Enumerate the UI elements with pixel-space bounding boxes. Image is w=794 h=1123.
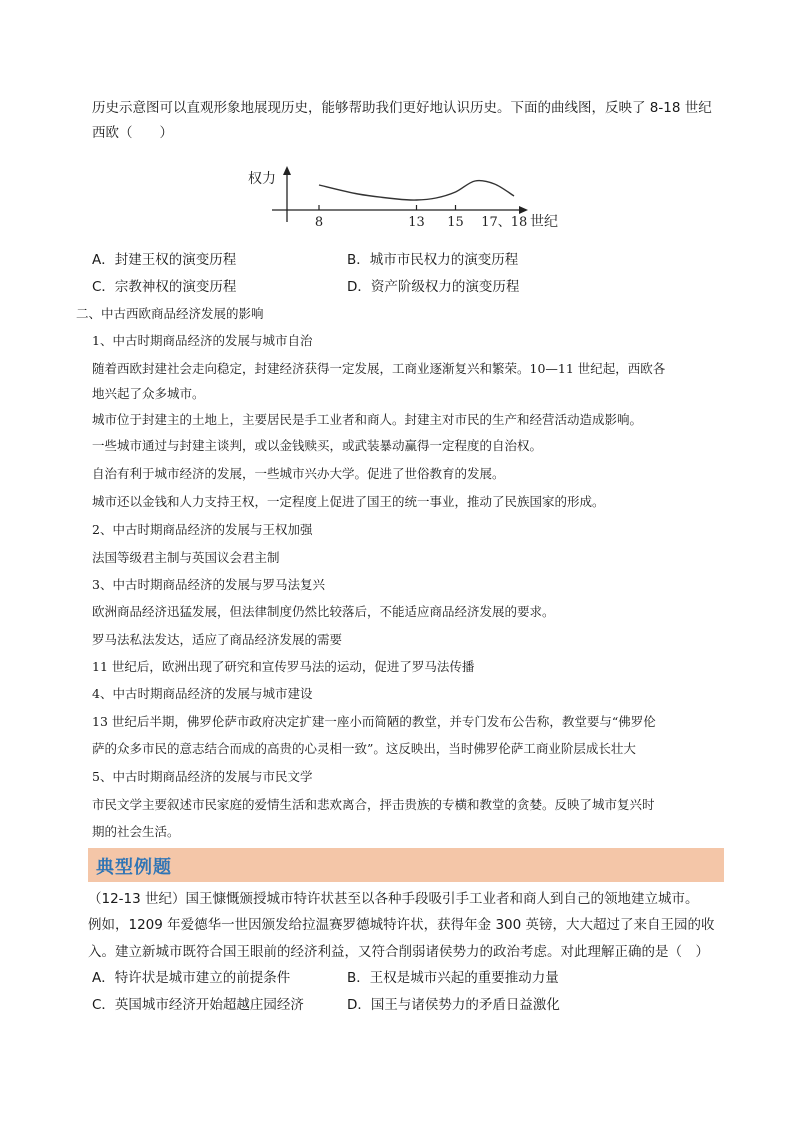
power-curve xyxy=(319,181,514,201)
section2-line: 随着西欧封建社会走向稳定，封建经济获得一定发展，工商业逐渐复兴和繁荣。10—11 世纪起，西欧各 xyxy=(92,361,666,376)
x-axis-label: 世纪 xyxy=(530,214,558,230)
example-option-c: C．英国城市经济开始超越庄园经济 xyxy=(92,997,304,1013)
section2-line: 1、中古时期商品经济的发展与城市自治 xyxy=(92,333,313,348)
example-option-a: A．特许状是城市建立的前提条件 xyxy=(92,970,291,986)
section2-line: 城市还以金钱和人力支持王权，一定程度上促进了国王的统一事业，推动了民族国家的形成。 xyxy=(92,494,605,509)
section2-line: 自治有利于城市经济的发展，一些城市兴办大学。促进了世俗教育的发展。 xyxy=(92,466,505,481)
section2-line: 5、中古时期商品经济的发展与市民文学 xyxy=(92,769,313,784)
x-axis-arrow xyxy=(519,206,528,214)
y-axis-arrow xyxy=(283,166,291,175)
x-tick-label: 15 xyxy=(447,215,464,230)
question1-stem-line1: 历史示意图可以直观形象地展现历史，能够帮助我们更好地认识历史。下面的曲线图，反映了 8-18 世纪 xyxy=(92,100,712,116)
example-option-b: B．王权是城市兴起的重要推动力量 xyxy=(347,970,559,986)
example-banner xyxy=(88,848,724,882)
section2-line: 一些城市通过与封建主谈判，或以金钱赎买，或武装暴动赢得一定程度的自治权。 xyxy=(92,438,543,453)
x-tick-label: 17、18 xyxy=(481,215,528,230)
question1-stem-line2: 西欧（ ） xyxy=(92,125,173,141)
section2-line: 13 世纪后半期，佛罗伦萨市政府决定扩建一座小而简陋的教堂，并专门发布公告称，教堂要与“佛罗伦 xyxy=(92,714,656,729)
section2-line: 罗马法私法发达，适应了商品经济发展的需要 xyxy=(92,632,343,647)
example-stem-line2: 例如，1209 年爱德华一世因颁发给拉温赛罗德城特许状，获得年金 300 英镑，大大超过了来自王园的收 xyxy=(88,917,715,933)
section2-heading: 二、中古西欧商品经济发展的影响 xyxy=(76,306,264,321)
section2-line: 11 世纪后，欧洲出现了研究和宣传罗马法的运动，促进了罗马法传播 xyxy=(92,659,475,674)
y-axis-label: 权力 xyxy=(248,171,276,187)
section2-line: 法国等级君主制与英国议会君主制 xyxy=(92,550,280,565)
section2-line: 市民文学主要叙述市民家庭的爱情生活和悲欢离合，抨击贵族的专横和教堂的贪婪。反映了城市复兴时 xyxy=(92,797,655,812)
section2-line: 地兴起了众多城市。 xyxy=(92,386,205,401)
section2-line: 欧洲商品经济迅猛发展，但法律制度仍然比较落后，不能适应商品经济发展的要求。 xyxy=(92,604,555,619)
x-tick-label: 8 xyxy=(314,215,324,230)
example-banner-title: 典型例题 xyxy=(96,857,172,878)
q1-option-d: D．资产阶级权力的演变历程 xyxy=(347,279,520,295)
section2-line: 萨的众多市民的意志结合而成的高贵的心灵相一致”。这反映出，当时佛罗伦萨工商业阶层成长壮大 xyxy=(92,741,636,756)
q1-option-c: C．宗教神权的演变历程 xyxy=(92,279,237,295)
example-stem-line1: （12-13 世纪）国王慷慨颁授城市特许状甚至以各种手段吸引手工业者和商人到自己的领地建立城市。 xyxy=(88,891,699,907)
power-curve-chart xyxy=(240,160,560,240)
q1-option-a: A．封建王权的演变历程 xyxy=(92,252,237,268)
section2-line: 2、中古时期商品经济的发展与王权加强 xyxy=(92,522,313,537)
section2-line: 城市位于封建主的土地上，主要居民是手工业者和商人。封建主对市民的生产和经营活动造成影响。 xyxy=(92,412,643,427)
q1-option-b: B．城市市民权力的演变历程 xyxy=(347,252,519,268)
section2-line: 3、中古时期商品经济的发展与罗马法复兴 xyxy=(92,577,325,592)
x-tick-label: 13 xyxy=(408,215,425,230)
section2-line: 期的社会生活。 xyxy=(92,824,180,839)
example-option-d: D．国王与诸侯势力的矛盾日益激化 xyxy=(347,997,560,1013)
example-stem-line3: 入。建立新城市既符合国王眼前的经济利益，又符合削弱诸侯势力的政治考虑。对此理解正确的是（ ） xyxy=(88,944,709,960)
section2-line: 4、中古时期商品经济的发展与城市建设 xyxy=(92,686,313,701)
